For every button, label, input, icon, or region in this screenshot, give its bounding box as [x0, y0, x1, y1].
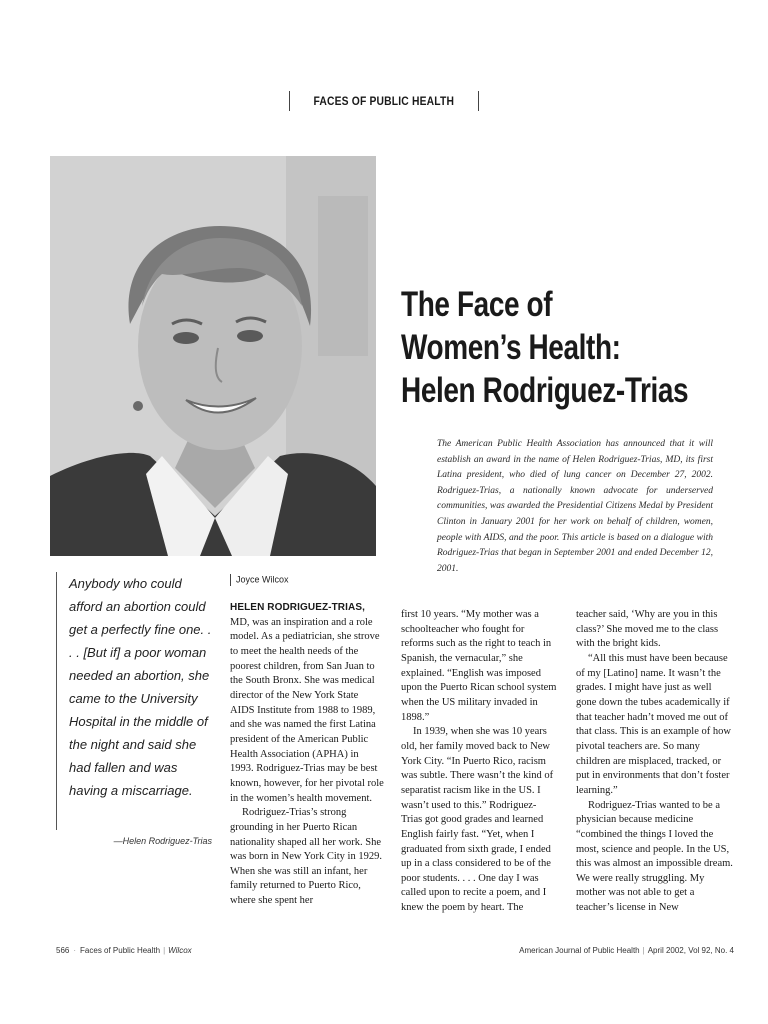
title-line-3: Helen Rodriguez-Trias [401, 371, 689, 410]
footer-author: Wilcox [168, 946, 192, 955]
header-rule-left [289, 91, 290, 111]
header-rule-right [478, 91, 479, 111]
footer-left [56, 946, 192, 955]
article-deck: The American Public Health Association has announced that it will establish an award in the name of Helen Rodriguez-Trias, MD, its first Latina president, who died of lung cancer on December 27, 2002. Rodriguez-Trias, a nationally known advocate for underserved communities, was awarded the Presidential Citizens Medal by President Clinton in January 2001 for her work on behalf of children, women, people with AIDS, and the poor. This article is based on a dialogue with Rodriguez-Trias that began in September 2001 and ended December 12, 2001. [437, 439, 713, 574]
body-column-3 [576, 608, 734, 916]
article-title [401, 283, 689, 412]
section-header [0, 90, 768, 111]
footer-separator: | [163, 946, 166, 955]
portrait-photo [50, 156, 376, 556]
title-line-2: Women’s Health: [401, 328, 621, 367]
footer-issue: April 2002, Vol 92, No. 4 [647, 946, 734, 955]
paragraph: first 10 years. “My mother was a schoolteacher who fought for reforms such as the right to teach in Spanish, the vernacular,” she explained. “English was imposed upon the Puerto Rican school system when the US military invaded in 1898.” [401, 609, 557, 723]
footer-section: Faces of Public Health [80, 946, 161, 955]
section-label: FACES OF PUBLIC HEALTH [313, 93, 455, 108]
page-number: 566 [56, 946, 70, 955]
paragraph: teacher said, ‘Why are you in this class?’ She moved me to the class with the bright kids. [576, 609, 719, 650]
footer-journal: American Journal of Public Health [519, 946, 640, 955]
paragraph: “All this must have been because of my [Latino] name. It wasn’t the grades. I might have just as well gone down the tubes academically if that teacher hadn’t moved me out of that class. This is an example of how pivotal teachers are. So many children are misplaced, tracked, or put in environments that don’t foster learning.” [576, 652, 731, 796]
pull-quote-text: Anybody who could afford an abortion could get a perfectly fine one. . . . [But if] a poor woman needed an abortion, she came to the University Hospital in the middle of the night and said she had fallen and was having a miscarriage. [69, 576, 212, 798]
paragraph: In 1939, when she was 10 years old, her family moved back to New York City. “In Puerto Rico, racism was subtle. There wasn’t the kind of separatist racism like in the US. I wasn’t used to this.” Rodriguez-Trias got good grades and learned English fairly fast. “Yet, when I graduated from sixth grade, I ended up in a class considered to be of the poor students. . . . One day I was called upon to recite a poem, and I knew the poem by heart. The [401, 726, 554, 914]
byline-rule [230, 574, 231, 586]
body-column-1 [230, 601, 384, 909]
paragraph: Rodriguez-Trias wanted to be a physician because medicine “combined the things I loved the most, science and people. In the US, this was almost an impossible dream. We were really struggling. My mother was not able to get a teacher’s license in New [576, 799, 733, 914]
footer-separator: · [73, 946, 77, 955]
pull-quote [56, 572, 216, 830]
footer-separator: | [642, 946, 645, 955]
paragraph: MD, was an inspiration and a role model. As a pediatrician, she strove to meet the health needs of the poorest children, from San Juan to the South Bronx. She was medical director of the New York State AIDS Institute from 1988 to 1989, and she was named the first Latina president of the American Public Health Association (APHA) in 1993. Rodriguez-Trias may be best known, however, for her pivotal role in the women’s health movement. [230, 616, 384, 804]
body-column-2 [401, 608, 557, 916]
portrait-illustration [50, 156, 376, 556]
title-line-1: The Face of [401, 285, 553, 324]
paragraph: Rodriguez-Trias’s strong grounding in her Puerto Rican nationality shaped all her work. She was born in New York City in 1929. When she was still an infant, her family returned to Puerto Rico, where she spent her [230, 807, 382, 907]
byline [230, 574, 289, 586]
lede-name: HELEN RODRIGUEZ-TRIAS, [230, 602, 365, 613]
pull-quote-attribution: —Helen Rodriguez-Trias [113, 836, 212, 846]
footer-right [519, 946, 734, 955]
author-name: Joyce Wilcox [236, 574, 289, 585]
